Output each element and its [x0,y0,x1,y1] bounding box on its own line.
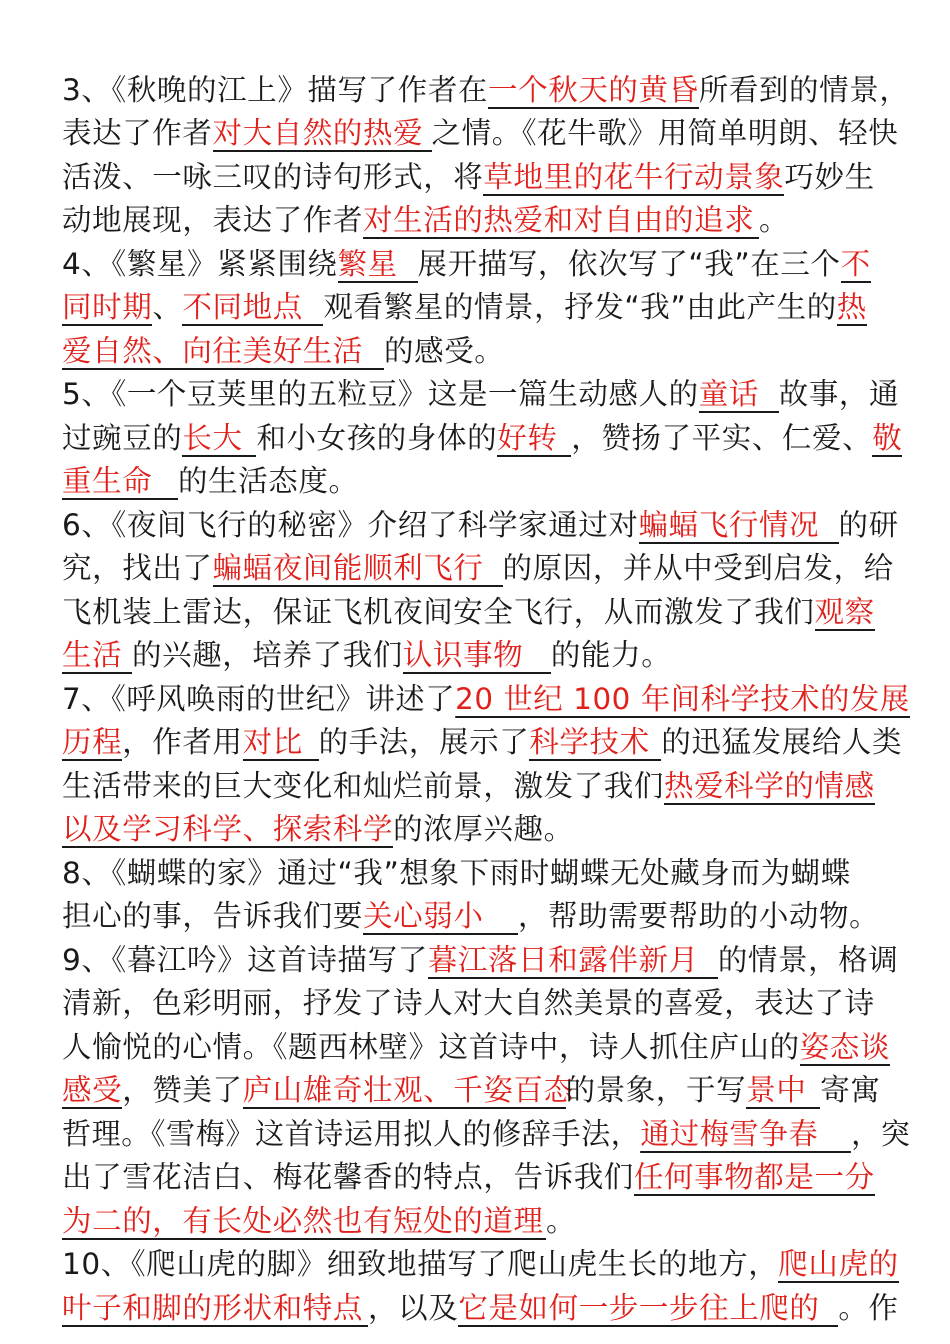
answer-blank: 不 [840,247,871,281]
item-9-line-7: 为二的，有长处必然也有短处的道理。 [62,1204,577,1238]
answer-blank: 感受 [62,1073,123,1107]
answer-blank: 热 [836,290,867,324]
item-3-line-2: 表达了作者对大自然的热爱 之情。《花牛歌》用简单明朗、轻快 [62,116,899,150]
answer-blank: 爬山虎的 [778,1247,899,1281]
answer-blank: 以及学习科学、探索科学 [62,812,394,846]
item-8-line-1: 8、《蝴蝶的家》通过“我”想象下雨时蝴蝶无处藏身而为蝴蝶 [62,856,851,890]
item-7-line-1: 7、《呼风唤雨的世纪》讲述了20 世纪 100 年间科学技术的发展 [62,682,910,716]
item-10-line-2: 叶子和脚的形状和特点 ，以及它是如何一步一步往上爬的 。作 [62,1291,899,1325]
item-4-line-1: 4、《繁星》紧紧围绕繁星 展开描写，依次写了“我”在三个不 [62,247,871,281]
answer-blank: 长大 [182,421,256,457]
item-7-line-2: 历程，作者用对比 的手法，展示了科学技术 的迅猛发展给人类 [62,725,903,759]
answer-blank: 为二的，有长处必然也有短处的道理 [62,1204,546,1240]
item-9-line-3: 人愉悦的心情。《题西林壁》这首诗中，诗人抓住庐山的姿态谈 [62,1030,891,1064]
answer-blank: 对大自然的热爱 [213,116,432,152]
item-7-line-4: 以及学习科学、探索科学的浓厚兴趣。 [62,812,574,846]
item-10-line-1: 10、《爬山虎的脚》细致地描写了爬山虎生长的地方，爬山虎的 [62,1247,899,1281]
answer-blank: 认识事物 [403,638,551,674]
answer-blank: 观察 [814,595,875,629]
item-9-line-5: 哲理。《雪梅》这首诗运用拟人的修辞手法，通过梅雪争春 ，突 [62,1117,911,1151]
item-9-line-6: 出了雪花洁白、梅花馨香的特点，告诉我们任何事物都是一分 [62,1160,875,1194]
item-5-line-1: 5、《一个豆荚里的五粒豆》这是一篇生动感人的童话 故事，通 [62,377,900,411]
answer-blank: 不同地点 [182,290,323,326]
answer-blank: 蝙蝠夜间能顺利飞行 [213,551,503,587]
item-3-line-1: 3、《秋晚的江上》描写了作者在一个秋天的黄昏所看到的情景， [62,73,910,107]
item-4-line-2: 同时期、不同地点 观看繁星的情景，抒发“我”由此产生的热 [62,290,867,324]
item-7-line-3: 生活带来的巨大变化和灿烂前景，激发了我们热爱科学的情感 [62,769,875,803]
answer-blank: 任何事物都是一分 [633,1160,875,1194]
answer-blank: 繁星 [338,247,418,283]
answer-blank: 生活 [62,638,132,674]
item-9-line-1: 9、《暮江吟》这首诗描写了暮江落日和露伴新月 的情景，格调 [62,943,899,977]
answer-blank: 草地里的花牛行动景象 [483,160,785,194]
item-5-line-3: 重生命 的生活态度。 [62,464,359,498]
answer-blank: 对生活的热爱和对自由的追求 [363,203,759,239]
answer-blank: 叶子和脚的形状和特点 [62,1291,368,1327]
item-5-line-2: 过豌豆的长大 和小女孩的身体的好转 ，赞扬了平实、仁爱、敬 [62,421,903,455]
answer-blank: 好转 [497,421,571,457]
answer-blank: 20 世纪 100 年间科学技术的发展 [455,682,910,716]
answer-blank: 关心弱小 [363,899,518,935]
answer-blank: 景中 [746,1073,820,1109]
item-3-line-3: 活泼、一咏三叹的诗句形式，将草地里的花牛行动景象巧妙生 [62,160,875,194]
answer-blank: 科学技术 [529,725,661,761]
item-8-line-2: 担心的事，告诉我们要关心弱小 ，帮助需要帮助的小动物。 [62,899,880,933]
item-9-line-4: 感受，赞美了庐山雄奇壮观、千姿百态的景象，于写景中 寄寓 [62,1073,881,1107]
answer-blank: 庐山雄奇壮观、千姿百态 [242,1073,574,1107]
item-6-line-1: 6、《夜间飞行的秘密》介绍了科学家通过对蝙蝠飞行情况 的研 [62,508,899,542]
item-4-line-3: 爱自然、向往美好生活 的感受。 [62,334,505,368]
answer-blank: 爱自然、向往美好生活 [62,334,384,370]
answer-blank: 同时期 [62,290,153,324]
answer-blank: 对比 [243,725,319,761]
answer-blank: 重生命 [62,464,178,500]
item-6-line-2: 究，找出了蝙蝠夜间能顺利飞行 的原因，并从中受到启发，给 [62,551,894,585]
answer-blank: 敬 [872,421,903,455]
item-3-line-4: 动地展现，表达了作者对生活的热爱和对自由的追求 。 [62,203,790,237]
answer-blank: 历程 [62,725,123,759]
answer-blank: 童话 [699,377,779,413]
answer-blank: 暮江落日和露伴新月 [428,943,718,979]
answer-blank: 它是如何一步一步往上爬的 [458,1291,838,1327]
answer-blank: 姿态谈 [799,1030,891,1064]
answer-blank: 通过梅雪争春 [640,1117,851,1153]
answer-blank: 一个秋天的黄昏 [488,73,699,107]
answer-blank: 蝙蝠飞行情况 [639,508,839,544]
item-6-line-3: 飞机装上雷达，保证飞机夜间安全飞行，从而激发了我们观察 [62,595,875,629]
answer-blank: 热爱科学的情感 [664,769,875,803]
item-9-line-2: 清新，色彩明丽，抒发了诗人对大自然美景的喜爱，表达了诗 [62,986,875,1020]
item-6-line-4: 生活 的兴趣，培养了我们认识事物 的能力。 [62,638,672,672]
